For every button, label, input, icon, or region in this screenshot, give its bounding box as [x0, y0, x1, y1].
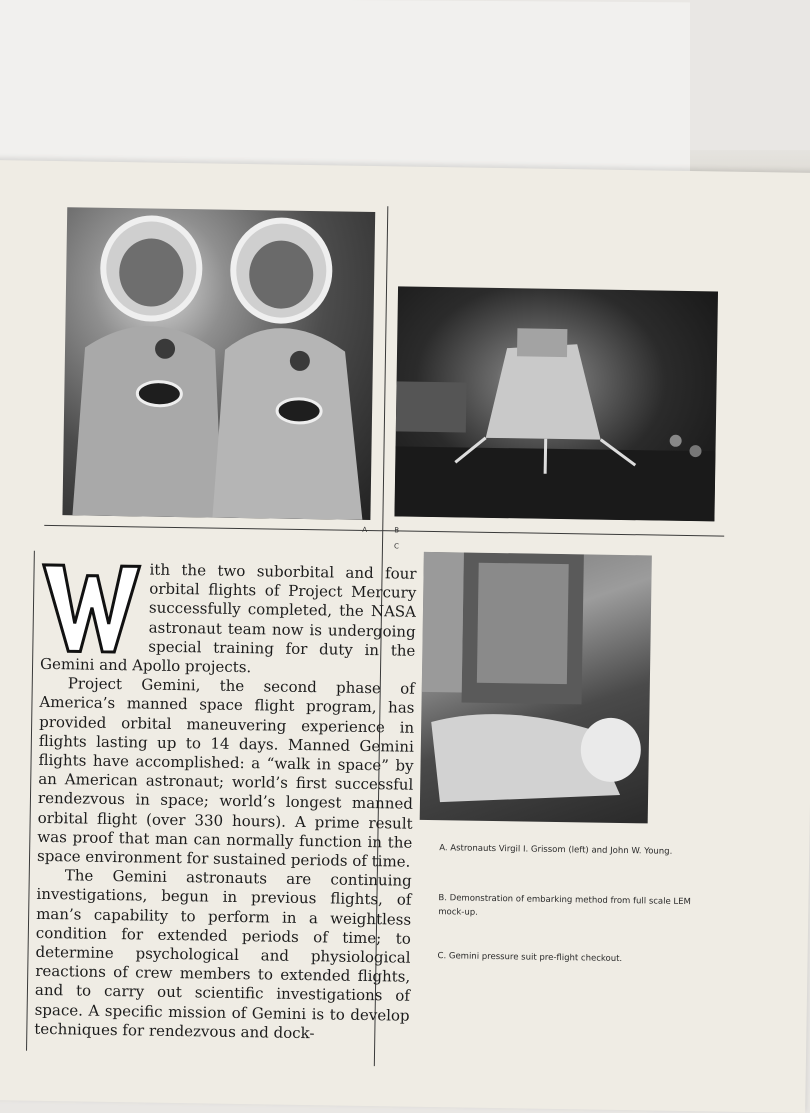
article-paragraph-3: The Gemini astronauts are continuing investigations, begun in previous flights, of man’s capability to perform in a weightless condition for extended periods of time; to determine psychological and physiological reactions of crew members to extended flights, and to carry out scientific investigations of space. A specific mission of Gemini is to develop techniques for rendezvous and dock-	[34, 866, 412, 1043]
article-paragraph-2: Project Gemini, the second phase of America’s manned space flight program, has provided orbital maneuvering experience in flights lasting up to 14 days. Manned Gemini flights have accomplished: a “walk in space” by an American astronaut; world’s first successful rendezvous in space; world’s longest manned orbital flight (over 330 hours). A prime result was proof that man can normally function in the space environment for sustained periods of time.	[36, 674, 415, 871]
astronauts-illustration	[62, 207, 375, 520]
top-paper-sheet	[0, 0, 690, 182]
dropcap-letter	[40, 561, 141, 655]
figure-letter-b: B	[394, 526, 400, 535]
photo-pressure-suit-checkout	[420, 552, 652, 824]
caption-b: B. Demonstration of embarking method from full scale LEM mock-up.	[438, 893, 691, 918]
lem-mockup-illustration	[394, 286, 718, 521]
caption-c: C. Gemini pressure suit pre-flight checkout.	[437, 951, 623, 965]
left-margin-rule	[26, 551, 35, 1051]
photo-astronauts-grissom-young	[62, 207, 375, 520]
magazine-page	[0, 160, 810, 1113]
horizontal-rule	[44, 525, 724, 537]
figure-letter-c: C	[393, 542, 399, 551]
figure-letter-a: A	[362, 525, 368, 534]
photo-lem-mockup	[394, 286, 718, 521]
article-body	[34, 559, 416, 1045]
pressure-suit-illustration	[420, 552, 652, 824]
dropcap-w-glyph	[40, 561, 141, 655]
caption-a: A. Astronauts Virgil I. Grissom (left) and John W. Young.	[439, 843, 673, 857]
article-paragraph-1: ith the two suborbital and four orbital flights of Project Mercury successfully completed, the NASA astronaut team now is undergoing special training for duty in the Gemini and Apollo projects.	[39, 560, 417, 677]
